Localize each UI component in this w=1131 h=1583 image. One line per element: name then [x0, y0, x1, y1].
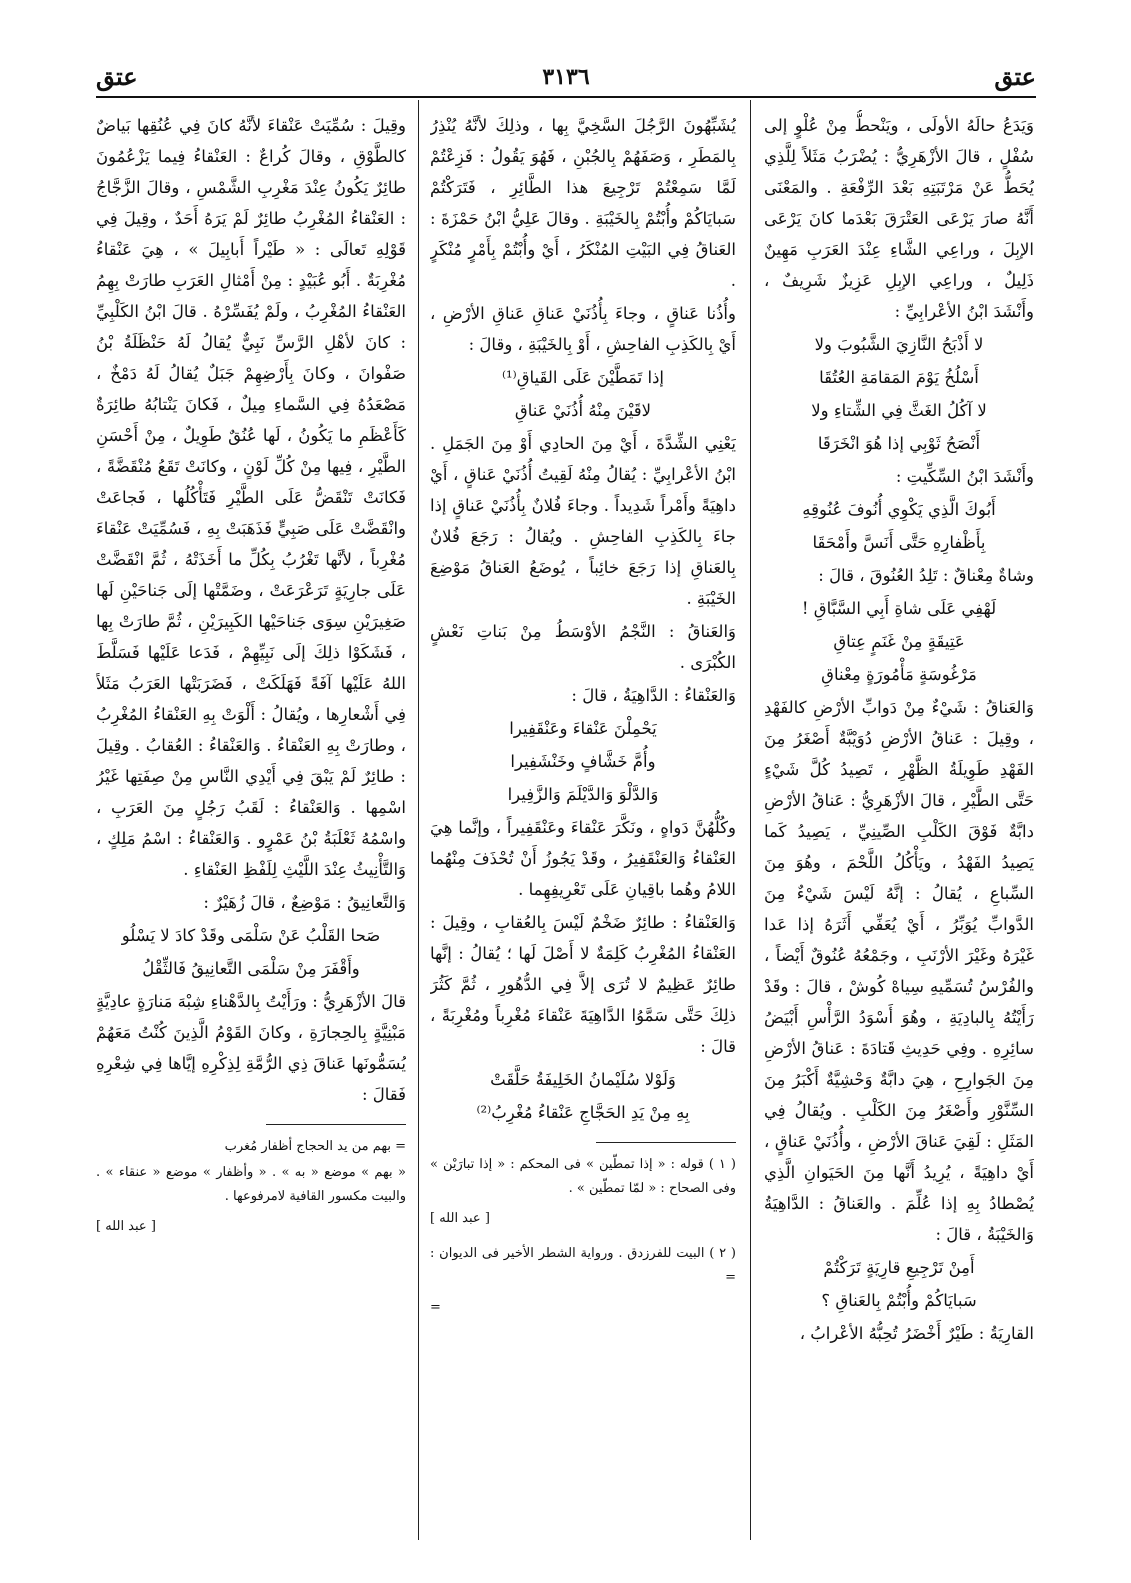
paragraph: وقِيلَ : سُمِّيَتْ عَنْقاءَ لأنَّهُ كانَ فِي عُنُقِها بَياضٌ كالطَّوْقِ ، وقالَ كُراعٌ : العَنْقاءُ فِيما يَزْعُمُونَ طائِرٌ يَكُونُ عِنْدَ مَغْرِبِ الشَّمْسِ ، وقالَ الزَّجَّاجُ : العَنْقاءُ المُغْرِبُ طائِرٌ لَمْ يَرَهُ أَحَدٌ ، وقِيلَ فِي قَوْلِهِ تَعالَى : « طَيْراً أَبابِيلَ » ، هِيَ عَنْقاءُ مُغْرِبَةٌ . أَبُو عُبَيْدٍ : مِنْ أَمْثالِ العَرَبِ طارَتْ بِهِمُ العَنْقاءُ المُغْرِبُ ، ولَمْ يُفَسِّرْهُ . قالَ ابْنُ الكَلْبِيِّ : كانَ لأهْلِ الرَّسِّ نَبِيٌّ يُقالُ لَهُ حَنْظَلَةُ بْنُ صَفْوانَ ، وكانَ بِأَرْضِهِمْ جَبَلٌ يُقالُ لَهُ دَمْخٌ ، مَصْعَدُهُ فِي السَّماءِ مِيلٌ ، فَكانَ يَنْتابُهُ طائِرَةٌ كَأَعْظَمِ ما يَكُونُ ، لَها عُنُقٌ طَوِيلٌ ، مِنْ أَحْسَنِ الطَّيْرِ ، فِيها مِنْ كُلِّ لَوْنٍ ، وكانَتْ تَقَعُ مُنْقَضَّةً ، فَكانَتْ تَنْقَضُّ عَلَى الطَّيْرِ فَتَأْكُلُها ، فَجاعَتْ وانْقَضَّتْ عَلَى صَبِيٍّ فَذَهَبَتْ بِهِ ، فَسُمِّيَتْ عَنْقاءَ مُغْرِباً ، لأنَّها تَغْرُبُ بِكُلِّ ما أَخَذَتْهُ ، ثُمَّ انْقَضَّتْ عَلَى جارِيَةٍ تَرَعْرَعَتْ ، وضَمَّتْها إلَى جَناحَيْنِ لَها صَغِيرَيْنِ سِوَى جَناحَيْها الكَبِيرَيْنِ ، ثُمَّ طارَتْ بِها ، فَشَكَوْا ذلِكَ إلَى نَبِيِّهِمْ ، فَدَعا عَلَيْها فَسَلَّطَ اللهُ عَلَيْها آفَةً فَهَلَكَتْ ، فَضَرَبَتْها العَرَبُ مَثَلاً فِي أَشْعارِها ، ويُقالُ : أَلْوَتْ بِهِ العَنْقاءُ المُغْرِبُ ، وطارَتْ بِهِ العَنْقاءُ . وَالعَنْقاءُ : العُقابُ . وقِيلَ : طائِرٌ لَمْ يَبْقَ فِي أَيْدِي النَّاسِ مِنْ صِفَتِها غَيْرُ اسْمِها . وَالعَنْقاءُ : لَقَبُ رَجُلٍ مِنَ العَرَبِ ، واسْمُهُ ثَعْلَبَةُ بْنُ عَمْرٍو . وَالعَنْقاءُ : اسْمُ مَلِكٍ ، وَالتَّأْنِيثُ عِنْدَ اللَّيْثِ لِلَفْظِ العَنْقاءِ .	[96, 116, 406, 879]
paragraph: وكُلُّهُنَّ دَواهٍ ، ونَكَّرَ عَنْقاءَ وعَنْقَفِيراً ، وإنَّما هِيَ العَنْقاءُ وَالعَنْقَفِيرُ ، وقَدْ يَجُوزُ أَنْ تُحْذَفَ مِنْهُما اللامُ وهُما باقِيانِ عَلَى تَعْرِيفِهِما .	[430, 818, 736, 899]
verse-line: وأُمَّ خَشَّافٍ وخَنْشَفِيرا	[510, 752, 656, 771]
footnote-signature: [ عبد الله ]	[96, 1219, 156, 1234]
paragraph: قالَ الأزْهَرِيُّ : ورَأَيْتُ بِالدَّهْناءِ شِبْهَ مَنارَةٍ عادِيَّةٍ مَبْنِيَّةٍ بِالحِجارَةِ ، وكانَ القَوْمُ الَّذِينَ كُنْتُ مَعَهُمْ يُسَمُّونَها عَناقَ ذِي الرُّمَّةِ لِذِكْرِهِ إيَّاها فِي شِعْرِهِ فَقالَ :	[96, 992, 406, 1104]
verse-line: مَرْغُوسَةٍ مَأْمُورَةٍ مِعْناقِ	[821, 665, 977, 684]
verse-line: لَهْفِي عَلَى شاةِ أَبِي السَّبَّاقِ !	[801, 599, 997, 618]
verse-line: سَبايَاكُمْ وأُبْتُمْ بِالعَناقِ ؟	[821, 1291, 977, 1310]
column-left	[96, 110, 406, 1560]
verse-line: عَتِيقَةٍ مِنْ غَنَمٍ عِتاقِ	[833, 632, 965, 651]
verse-line: أَسْلُخُ يَوْمَ المَقامَةِ العُتُقَا	[819, 368, 979, 387]
verse-line: أَنْصَحُ ثَوْبِي إذا هُوَ انْخَرَقَا	[817, 434, 981, 453]
footnote: « بهم » موضع « به » . « وأظفار » موضع « عنقاء » . والبيت مكسور القافية لامرفوعها .	[96, 1165, 406, 1204]
paragraph: يُشَبِّهُونَ الرَّجُلَ السَّخِيَّ بِها ، وذلِكَ لأنَّهُ يُنْذِرُ بِالمَطَرِ ، وَصَفَهُمْ بِالجُبْنِ ، فَهُوَ يَقُولُ : فَزِعْتُمْ لَمَّا سَمِعْتُمْ تَرْجِيعَ هذا الطَّائِرِ ، فَتَرَكْتُمْ سَبايَاكُمْ وأُبْتُمْ بِالخَيْبَةِ . وقالَ عَلِيُّ ابْنُ حَمْزَةَ : العَناقُ فِي البَيْتِ المُنْكَرُ ، أَيْ وأُبْتُمْ بِأَمْرٍ مُنْكَرٍ .	[430, 116, 736, 290]
header-rule	[96, 96, 1036, 98]
verse-line: يَحْمِلْنَ عَنْقاءَ وعَنْقَفِيرا	[509, 719, 657, 738]
verse-line: أَمِنْ تَرْجِيعِ قارِيَةٍ تَرَكْتُمْ	[823, 1258, 975, 1277]
column-divider-right	[750, 100, 751, 1540]
footnote-rule	[596, 1142, 736, 1143]
verse-line: صَحا القَلْبُ عَنْ سَلْمَى وقَدْ كادَ لا يَسْلُو	[121, 926, 381, 945]
paragraph: يَعْنِي الشِّدَّةَ ، أَيْ مِنَ الحادِي أَوْ مِنَ الجَمَلِ . ابْنُ الأعْرابِيِّ : يُقالُ مِنْهُ لَقِيتُ أُذُنَيْ عَناقٍ ، أَيْ داهِيَةً وأَمْراً شَدِيداً . وجاءَ فُلانٌ بِأُذُنَيْ عَناقٍ إذا جاءَ بِالكَذِبِ الفاحِشِ . ويُقالُ : رَجَعَ فُلانٌ بِالعَناقِ إذا رَجَعَ خائِباً ، يُوضَعُ العَناقُ مَوْضِعَ الخَيْبَةِ .	[430, 434, 736, 608]
paragraph: وَالعَناقُ : شَيْءٌ مِنْ دَوابِّ الأرْضِ كالفَهْدِ ، وقِيلَ : عَناقُ الأرْضِ دُوَيْبَّةٌ أَصْغَرُ مِنَ الفَهْدِ طَوِيلَةُ الظَّهْرِ ، تَصِيدُ كُلَّ شَيْءٍ حَتَّى الطَّيْرِ ، قالَ الأزْهَرِيُّ : عَناقُ الأرْضِ دابَّةٌ فَوْقَ الكَلْبِ الصِّينِيِّ ، يَصِيدُ كَما يَصِيدُ الفَهْدُ ، ويَأْكُلُ اللَّحْمَ ، وهُوَ مِنَ السِّباعِ ، يُقالُ : إنَّهُ لَيْسَ شَيْءٌ مِنَ الدَّوابِّ يُوَبِّرُ ، أَيْ يُعَفِّي أَثَرَهُ إذا عَدا غَيْرَهُ وغَيْرَ الأرْنَبِ ، وجَمْعُهُ عُنُوقٌ أَيْضاً ، والفُرْسُ تُسَمِّيهِ سِياهْ كُوشْ ، قالَ : وقَدْ رَأَيْتُهُ بِالبادِيَةِ ، وهُوَ أَسْوَدُ الرَّأْسِ أَبْيَضُ سائِرِهِ . وفِي حَدِيثِ قَتادَةَ : عَناقُ الأرْضِ مِنَ الجَوارِحِ ، هِيَ دابَّةٌ وَحْشِيَّةٌ أَكْبَرُ مِنَ السِّنَّوْرِ وأَصْغَرُ مِنَ الكَلْبِ . ويُقالُ فِي المَثَلِ : لَقِيَ عَناقَ الأرْضِ ، وأُذُنَيْ عَناقٍ ، أَيْ داهِيَةً ، يُرِيدُ أَنَّها مِنَ الحَيَوانِ الَّذِي يُصْطادُ بِهِ إذا عُلِّمَ . والعَناقُ : الدَّاهِيَةُ وَالخَيْبَةُ ، قالَ :	[764, 698, 1034, 1244]
verse-line: وَالدَّلْوَ وَالدَّيْلَمَ وَالزَّفِيرا	[507, 785, 659, 804]
verse-line: لاقَيْنَ مِنْهُ أُذُنَيْ عَناقِ	[514, 401, 652, 420]
page-header	[96, 56, 1036, 96]
verse-line: وأَقْفَرَ مِنْ سَلْمَى التَّعانِيقُ فَالثِّقْلُ	[142, 959, 360, 978]
page-number: ٣١٣٦	[542, 64, 590, 90]
column-right	[764, 110, 1034, 1560]
footnote-continuation-mark: =	[430, 1300, 441, 1315]
header-root-right: عتق	[994, 62, 1036, 91]
verse-line: بِأَظْفارِهِ حَتَّى أَنَسَّ وأَمْحَقَا	[812, 533, 986, 552]
verse-line: إذا تَمَطَّيْنَ عَلَى القَياقِ⁽¹⁾	[501, 368, 665, 387]
paragraph: وأَنْشَدَ ابْنُ السِّكِّيتِ :	[895, 467, 1034, 486]
verse-line: لا أَذْبَحُ النَّازِيَ الشَّبُوبَ ولا	[814, 335, 984, 354]
paragraph: وأُذُنا عَناقٍ ، وجاءَ بِأُذُنَيْ عَناقِ عَناقِ الأرْضِ ، أَيْ بِالكَذِبِ الفاحِشِ ، أَوْ بِالخَيْبَةِ ، وقالَ :	[430, 304, 736, 354]
paragraph: وشاةٌ مِعْناقٌ : تَلِدُ العُنُوقَ ، قالَ :	[818, 566, 1034, 585]
paragraph: وَالعَنْقاءُ : الدَّاهِيَةُ ، قالَ :	[571, 686, 736, 705]
verse-line: أَبُوكَ الَّذِي يَكْوِي أُنُوفَ عُنُوقِهِ	[802, 500, 996, 519]
footnote: ( ٢ ) البيت للفرزدق . ورواية الشطر الأخير فى الديوان : =	[430, 1246, 736, 1285]
verse-line: وَلَوْلا سُلَيْمانُ الخَلِيفَةُ حَلَّقَتْ	[490, 1070, 676, 1089]
paragraph: وَالتَّعانِيقُ : مَوْضِعٌ ، قالَ زُهَيْرٌ :	[203, 893, 406, 912]
paragraph: وَالعَنْقاءُ : طائِرٌ ضَخْمٌ لَيْسَ بِالعُقابِ ، وقِيلَ : العَنْقاءُ المُغْرِبُ كَلِمَةٌ لا أَصْلَ لَها ؛ يُقالُ : إنَّها طائِرٌ عَظِيمٌ لا تُرَى إلاَّ فِي الدُّهُورِ ، ثُمَّ كَثُرَ ذلِكَ حَتَّى سَمَّوُا الدَّاهِيَةَ عَنْقاءَ مُغْرِباً ومُغْرِبَةً ، قالَ :	[430, 913, 736, 1056]
paragraph: وَيَدَعُ حالَهُ الأولَى ، ويَنْحطُّ مِنْ عُلْوٍ إلى سُفْلٍ ، قالَ الأزْهَرِيُّ : يُضْرَبُ مَثَلاً لِلَّذِي يُحَطُّ عَنْ مَرْتَبَتِهِ بَعْدَ الرِّفْعَةِ . والمَعْنَى أَنَّهُ صارَ يَرْعَى العَتْرَقَ بَعْدَما كانَ يَرْعَى الإبِلَ ، وراعِي الشَّاءِ عِنْدَ العَرَبِ مَهِينٌ ذَلِيلٌ ، وراعِي الإبِلِ عَزِيزٌ شَرِيفٌ ، وأَنْشَدَ ابْنُ الأعْرابِيِّ :	[764, 116, 1034, 321]
verse-line: بِهِ مِنْ يَدِ الحَجَّاجِ عَنْقاءُ مُغْرِبُ⁽²⁾	[476, 1103, 690, 1122]
paragraph: وَالعَناقُ : النَّجْمُ الأوْسَطُ مِنْ بَناتِ نَعْشٍ الكُبْرَى .	[430, 622, 736, 672]
column-middle	[430, 110, 736, 1560]
footnote-signature: [ عبد الله ]	[430, 1211, 490, 1226]
footnote-rule	[266, 1124, 406, 1125]
header-root-left: عتق	[96, 62, 138, 91]
column-divider-left	[418, 100, 419, 1540]
footnote-continuation: = بهم من يد الحجاج أظفار مُغرب	[224, 1139, 406, 1154]
verse-line: لا آكُلُ الغَثَّ فِي الشِّتاءِ ولا	[811, 401, 987, 420]
footnote: ( ١ ) قوله : « إذا تمطّين » فى المحكم : « إذا تبارَيْن » وفى الصحاح : « لمّا تمطّين » .	[430, 1157, 736, 1196]
paragraph: القارِيَةُ : طَيْرٌ أَخْضَرُ تُحِبُّهُ الأعْرابُ ،	[799, 1324, 1034, 1343]
